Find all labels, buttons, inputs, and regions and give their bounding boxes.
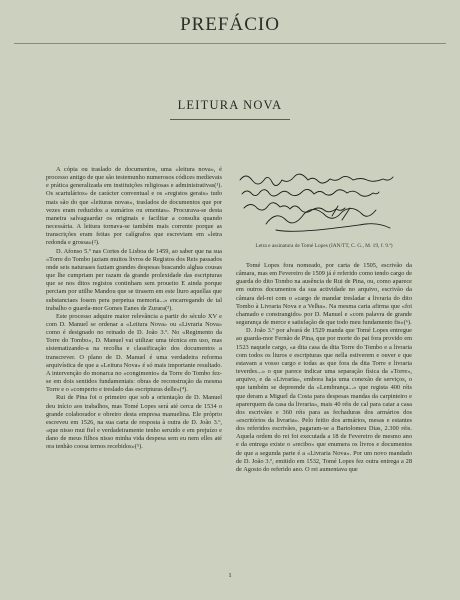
left-paragraph-4: Rui de Pina foi o primeiro que sob a orientação de D. Manuel deu início aos trabalhos, mas Tomé Lopes será até cerca de 1534 o grande colaborador e obreiro desta empresa manuelina. Ele próprio escreveu em 1526, na sua carta de resposta à outra de D. João 3.º, «que nisso mui fiel e verdadeiramente tenho seruido e em prejuízo e dano de meus filhos nisso minha vida despesa sem eu nem elles até ora tenhão coosa ternos recebidos»(⁵). — [46, 394, 222, 451]
right-paragraph-1: Tomé Lopes fora nomeado, por carta de 1505, escrivão da câmara, mas em Fevereiro de 1509 já é referido como tendo cargo de guarda do dito Tombo na ausência de Rui de Pina, ou, como aparece em outros documentos da sua actividade no arquivo, escrivão da câmara del-rei com o «cargo de mandar tresladar a livraria do dito Tombo à Livraria Nova e a Velha». Na mesma carta afirma que «foi chamado e constrangido» por D. Manuel e «com palavra de grande segurança de merce e satisfação de que todo meu fundamento fis»(⁶). — [236, 262, 412, 327]
signature-icon — [236, 168, 412, 238]
left-paragraph-2: D. Afonso 5.º nas Cortes de Lisboa de 1459, ao saber que na sua «Torre do Tombo jaziam muitos livros de Registos dos Reis passados onde seis naturaaes faziam grandes despesas buscando alghas cousas que lhe cumpriam per razam da grande prolexidade das escripturas que se nos ditos registos continham sem proueito E ainda porque perciam por utilhe Mandou que se tirasem em este liuro aquellas que substanciaes fosem pera perpetua memoria...» encarregando de tal trabalho o guarda-mor Gomes Eanes de Zurara(³). — [46, 247, 222, 312]
left-paragraph-1: A cópia ou traslado de documentos, uma «leitura nova», é processo antigo de que são testemunho numerosos códices medievais e prática generalizada em instituições religiosas e administrativas(¹). Os scartulários» de carácter conventual e os «registos gerais» tudo mais são do que «leituras novas», traslados de documentos que por vezes eram reduzidos a sumários ou ementas». Procurava-se desta maneira salvaguardar os originais e facilitar a consulta quando necessária. A leitura tornava-se também mais corrente porque as transcrições eram feitas por calígrafos que escreviam em «letra redonda e grossa»(²). — [46, 166, 222, 247]
page-number: 1 — [228, 572, 232, 579]
left-column — [46, 166, 222, 451]
section-title: LEITURA NOVA — [177, 98, 283, 112]
left-paragraph-3: Este processo adquire maior relevância a partir do século XV e com D. Manuel se ordenar a «Leitura Nova» ou «Livraria Nova» como é designado no reinado de D. João 3.º. No «Regimento da Torre do Tombo», D. Manuel vai utilizar uma técnica em uso, mas sistematizando-a na recolha e classificação dos documentos a transcrever. O plano de D. Manuel é uma verdadeira reforma arquivística de que a «Leitura Nova» é só mais importante resultado. A intervenção do monarca no «congimento» da Torre do Tombo fez-se em dois sentidos fundamentais: obras de reconstrução da mesma Torre e o «comperto e treslado das escripturas delle»(⁴). — [46, 312, 222, 394]
right-column — [236, 262, 412, 474]
right-paragraph-2: D. João 3.º por alvará de 1529 manda que Tomé Lopes entregue ao guarda-mor Fernão de Pina, que por morte do pai fora provido em 1523 naquele cargo, «a dita casa da dita Torre do Tombo e a livraria com todos os liuros e escripturas que nella estiverem e ouver e que estavam a vosso cargo e todas as que fora da dita Torre e livraria teverdes...» o que parece indicar uma separação física da «Torre», arquivo, e da «Livraria», embora haja uma conexão de serviços, o que também se depreende da «Lembrança...» que regista 400 réis que deram a Miguel da Costa para despesas mandas da carpinteiro e aparerquem da casa da livraria», mais 40 réis de cal para caiar a casa dos escrivães e 360 réis para as fechaduras dos armários dos «escritórios da livraria». Pelo feitio dos armários, mesas e estantes dos referidos escrivães, pagaram-se a Bartolomeu Dias, 2.300 réis. Aquela ordem do rei foi executada a 18 de Fevereiro de mesmo ano e da entrega existe o «recibo» que enumera os livros e documentos de que a segunda parte é a «Livraria Nova». Por um novo mandado de D. João 3.º, emitido em 1532, Tomé Lopes fez outra entrega a 28 de Agosto do referido ano. O rei aumentava que — [236, 327, 412, 473]
section-rule — [170, 119, 290, 120]
header-rule — [14, 43, 446, 44]
facsimile-caption: Letra e assinatura de Tomé Lopes (IAN/TT, C. G., M. 19, f. 9.ª) — [255, 243, 393, 249]
handwriting-facsimile-image — [236, 168, 412, 238]
page-header-title: PREFÁCIO — [180, 14, 280, 35]
